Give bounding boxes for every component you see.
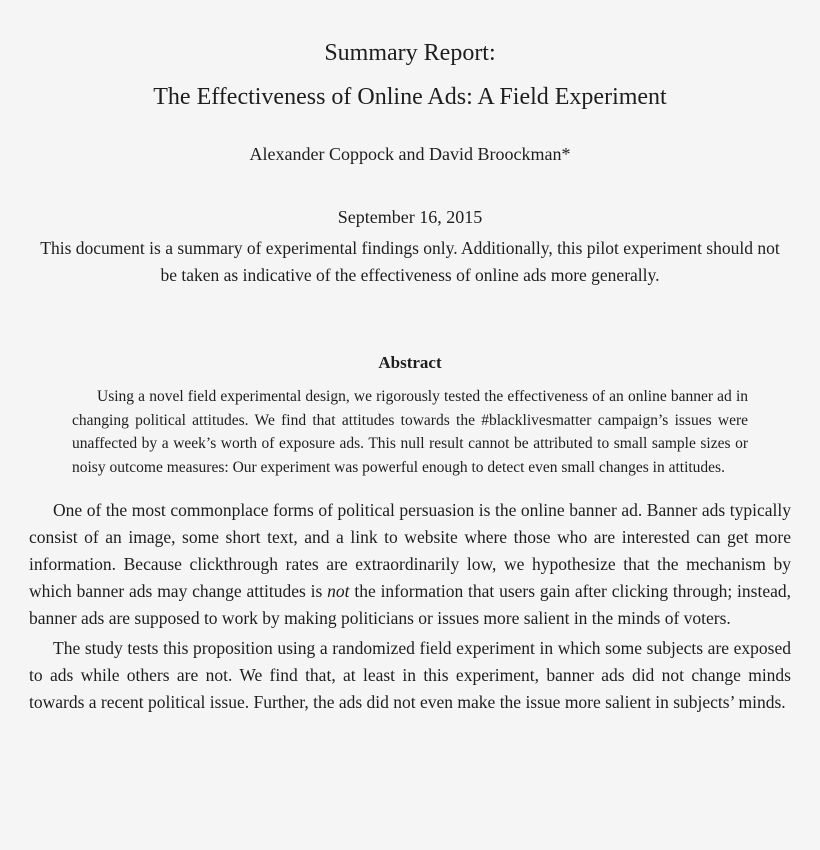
paper-title-line2: The Effectiveness of Online Ads: A Field Experiment xyxy=(153,84,667,110)
body-paragraph-1 xyxy=(29,497,791,632)
body-paragraph-1-emphasis: not xyxy=(327,581,350,601)
paper-date: September 16, 2015 xyxy=(337,207,483,227)
abstract-heading: Abstract xyxy=(378,353,442,372)
body-paragraph-1-pre: One of the most commonplace forms of political persuasion is the online banner ad. Banner ads typically consist of an image, some short text, and a link to website where those who are interested can get more information. Because clickthrough rates are extraordinarily low, we hypothesize that the mechanism by which banner ads may change attitudes is xyxy=(29,500,791,601)
paper-disclaimer-note: This document is a summary of experimental findings only. Additionally, this pilot experiment should not be taken as indicative of the effectiveness of online ads more generally. xyxy=(40,238,780,285)
paper-authors: Alexander Coppock and David Broockman* xyxy=(249,144,571,164)
paper-title-line1: Summary Report: xyxy=(324,40,496,66)
abstract-text: Using a novel field experimental design, we rigorously tested the effectiveness of an online banner ad in changing political attitudes. We find that attitudes towards the #blacklivesmatter campaign’s issues were unaffected by a week’s worth of exposure ads. This null result cannot be attributed to small sample sizes or noisy outcome measures: Our experiment was powerful enough to detect even small changes in attitudes. xyxy=(72,388,748,476)
body-paragraph-1-post: the information that users gain after clicking through; instead, banner ads are supposed to work by making politicians or issues more salient in the minds of voters. xyxy=(29,581,791,628)
body-paragraph-2: The study tests this proposition using a randomized field experiment in which some subjects are exposed to ads while others are not. We find that, at least in this experiment, banner ads did not change minds towards a recent political issue. Further, the ads did not even make the issue more salient in subjects’ minds. xyxy=(29,638,791,712)
